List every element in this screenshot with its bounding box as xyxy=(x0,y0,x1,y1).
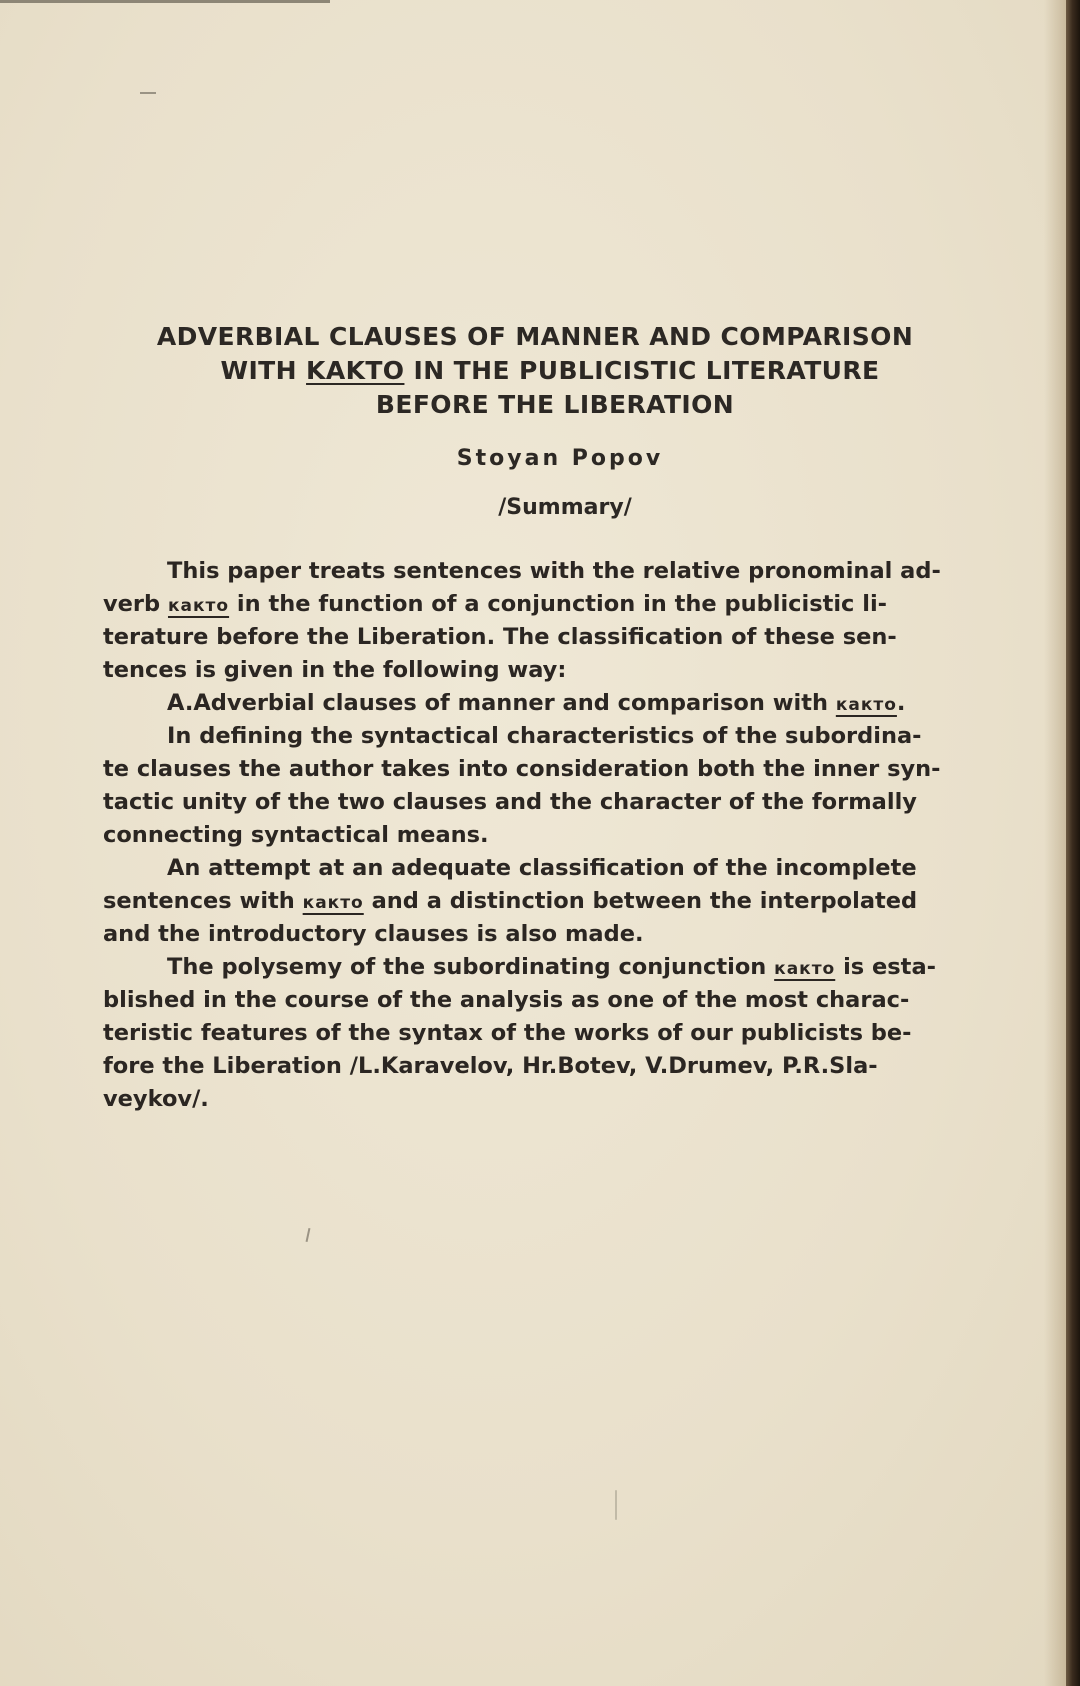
p5-line-1-pre: The polysemy of the subordinating conjunction xyxy=(167,954,767,980)
p5-line-2: blished in the course of the analysis as one of the most charac- xyxy=(103,987,910,1013)
title-line-2-prefix: WITH xyxy=(220,356,307,385)
p3-line-2: te clauses the author takes into consideration both the inner syn- xyxy=(103,756,941,782)
title-line-2-suffix: IN THE PUBLICISTIC LITERATURE xyxy=(404,356,880,385)
p5-line-3: teristic features of the syntax of the works of our publicists be- xyxy=(103,1020,912,1046)
keyword-kakto: както xyxy=(774,959,836,979)
p4-line-3: and the introductory clauses is also made. xyxy=(103,921,644,947)
author-name: Stoyan Popov xyxy=(456,446,664,471)
book-binding-edge xyxy=(1066,0,1080,1686)
title-line-3: BEFORE THE LIBERATION xyxy=(375,390,735,419)
p1-line-4: tences is given in the following way: xyxy=(103,657,567,683)
summary-body xyxy=(103,555,1038,1116)
p4-line-2-post: and a distinction between the interpolated xyxy=(371,888,918,914)
keyword-kakto: както xyxy=(835,695,897,715)
p5-line-1 xyxy=(103,951,1038,984)
binding-shadow xyxy=(1044,0,1066,1686)
p2-pre: A.Adverbial clauses of manner and comparison with xyxy=(167,690,828,716)
summary-label: /Summary/ xyxy=(498,495,632,520)
p3-line-1: In defining the syntactical characteristics of the subordina- xyxy=(167,723,922,749)
keyword-kakto: както xyxy=(167,596,230,616)
scan-speck xyxy=(306,1228,311,1242)
p5-line-4: fore the Liberation /L.Karavelov, Hr.Botev, V.Drumev, P.R.Sla- xyxy=(103,1053,878,1079)
top-rule xyxy=(0,0,330,3)
p1-line-3: terature before the Liberation. The classification of these sen- xyxy=(103,624,897,650)
p4-line-2-pre: sentences with xyxy=(103,888,295,914)
title-line-1: ADVERBIAL CLAUSES OF MANNER AND COMPARISON xyxy=(156,322,914,351)
p4-line-1: An attempt at an adequate classification of the incomplete xyxy=(167,855,917,881)
p4-line-2 xyxy=(103,885,1038,918)
p5-line-1-post: is esta- xyxy=(843,954,936,980)
p2-line xyxy=(103,687,1038,720)
p1-line-1: This paper treats sentences with the relative pronominal ad- xyxy=(167,558,941,584)
p1-line-2-post: in the function of a conjunction in the publicistic li- xyxy=(236,591,887,617)
title-line-2 xyxy=(0,354,1080,388)
paper-title xyxy=(0,320,1080,422)
p3-line-3: tactic unity of the two clauses and the character of the formally xyxy=(103,789,917,815)
p1-line-2-pre: verb xyxy=(103,591,161,617)
p1-line-2 xyxy=(103,588,1038,621)
keyword-kakto: както xyxy=(302,893,364,913)
scan-speck xyxy=(140,92,156,94)
p5-line-5: veykov/. xyxy=(103,1086,209,1112)
p2-post: . xyxy=(896,690,906,716)
scan-speck xyxy=(615,1490,617,1520)
p3-line-4: connecting syntactical means. xyxy=(103,822,489,848)
title-keyword: KAKTO xyxy=(306,356,405,385)
